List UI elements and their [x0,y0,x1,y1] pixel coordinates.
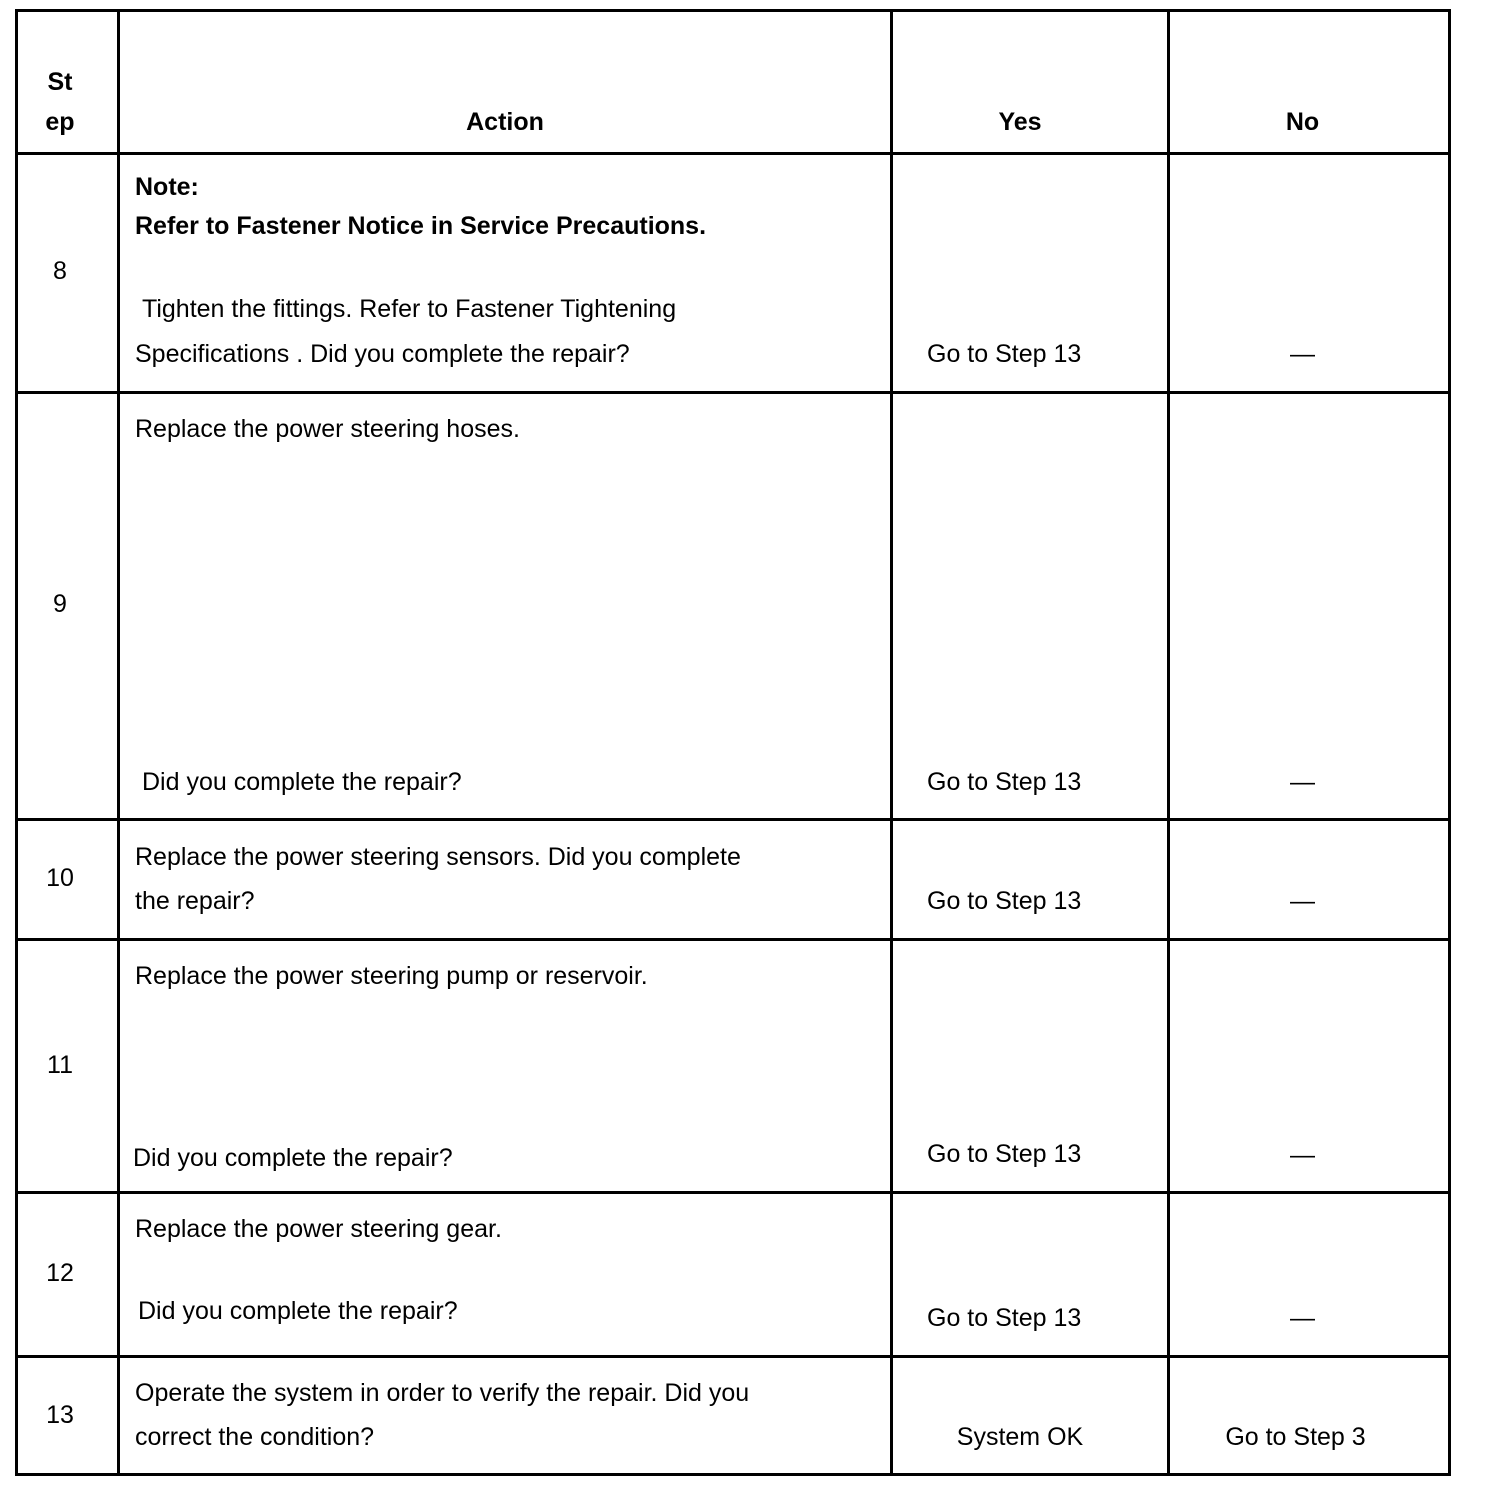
header-step-line2: ep [45,108,75,136]
action-text: Replace the power steering hoses. [135,415,520,443]
action-text: the repair? [135,887,255,915]
header-yes: Yes [998,108,1042,136]
action-text: Did you complete the repair? [138,1297,458,1325]
action-text: Tighten the fittings. Refer to Fastener Tightening [142,295,677,323]
no-cell: — [1290,768,1315,796]
header-step-line1: St [47,68,73,96]
action-text: Operate the system in order to verify the repair. Did you [135,1379,750,1407]
action-text: Replace the power steering pump or reservoir. [135,962,648,990]
no-cell: — [1290,340,1315,368]
no-cell: — [1290,1141,1315,1169]
header-no: No [1285,108,1320,136]
row-divider [18,1191,1448,1194]
row-divider [18,391,1448,394]
step-number: 11 [47,1051,73,1079]
column-divider [1167,12,1170,1473]
row-divider [18,938,1448,941]
yes-cell: System OK [956,1423,1084,1451]
no-cell: Go to Step 3 [1225,1423,1366,1451]
note-text: Refer to Fastener Notice in Service Precautions. [135,212,707,240]
yes-cell: Go to Step 13 [927,1140,1082,1168]
yes-cell: Go to Step 13 [927,768,1082,796]
step-number: 8 [53,257,67,285]
step-number: 10 [46,864,74,892]
action-text: Did you complete the repair? [133,1144,453,1172]
action-text: Specifications . Did you complete the repair? [135,340,630,368]
step-number: 9 [53,590,67,618]
note-label: Note: [135,173,199,201]
action-text: Replace the power steering gear. [135,1215,502,1243]
no-cell: — [1290,1304,1315,1332]
action-text: Did you complete the repair? [142,768,462,796]
step-number: 13 [46,1401,74,1429]
row-divider [18,818,1448,821]
yes-cell: Go to Step 13 [927,887,1082,915]
step-number: 12 [46,1259,74,1287]
action-text: Replace the power steering sensors. Did you complete [135,843,741,871]
column-divider [117,12,120,1473]
column-divider [890,12,893,1473]
yes-cell: Go to Step 13 [927,1304,1082,1332]
row-divider [18,1355,1448,1358]
no-cell: — [1290,887,1315,915]
row-divider [18,152,1448,155]
header-action: Action [466,108,544,136]
yes-cell: Go to Step 13 [927,340,1082,368]
action-text: correct the condition? [135,1423,375,1451]
